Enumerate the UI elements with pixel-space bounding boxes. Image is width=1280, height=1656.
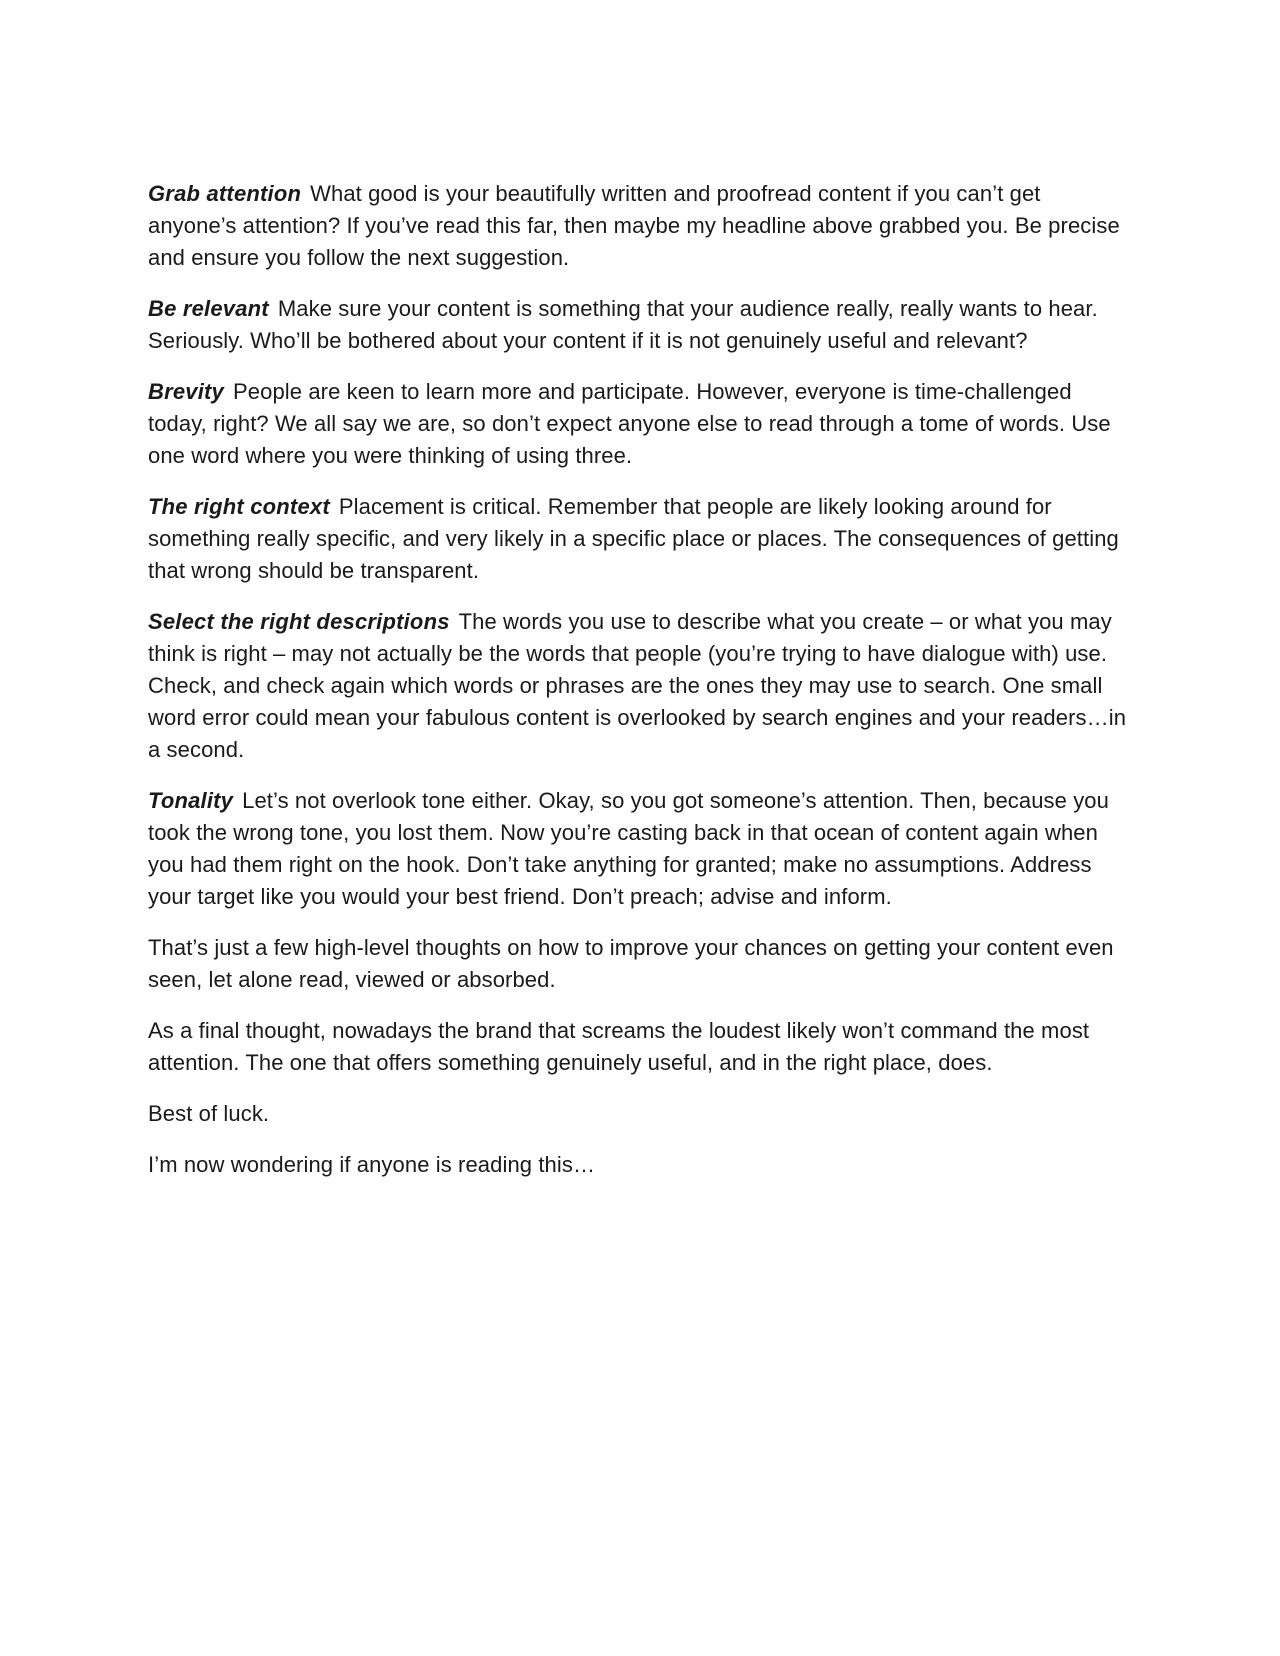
paragraph-lead-heading: Be relevant xyxy=(148,296,269,321)
paragraph xyxy=(148,178,1134,274)
paragraph-lead-heading: Brevity xyxy=(148,379,224,404)
paragraph xyxy=(148,785,1134,913)
paragraph xyxy=(148,376,1134,472)
paragraph-text: Make sure your content is something that your audience really, really wants to hear. Seriously. Who’ll be bothered about your content if it is not genuinely useful and relevant? xyxy=(148,296,1098,353)
paragraph xyxy=(148,932,1134,996)
paragraph-text: People are keen to learn more and participate. However, everyone is time-challenged today, right? We all say we are, so don’t expect anyone else to read through a tome of words. Use one word where you were thinking of using three. xyxy=(148,379,1111,468)
paragraph-text: Placement is critical. Remember that people are likely looking around for something really specific, and very likely in a specific place or places. The consequences of getting that wrong should be transparent. xyxy=(148,494,1119,583)
paragraph-text: That’s just a few high-level thoughts on how to improve your chances on getting your content even seen, let alone read, viewed or absorbed. xyxy=(148,935,1114,992)
paragraph xyxy=(148,1098,1134,1130)
paragraph-lead-heading: Grab attention xyxy=(148,181,302,206)
paragraph xyxy=(148,606,1134,766)
paragraph xyxy=(148,491,1134,587)
paragraph-lead-heading: Select the right descriptions xyxy=(148,609,450,634)
paragraph-text: I’m now wondering if anyone is reading this… xyxy=(148,1152,596,1177)
paragraph xyxy=(148,1015,1134,1079)
paragraph-lead-heading: Tonality xyxy=(148,788,234,813)
paragraph-text: Best of luck. xyxy=(148,1101,270,1126)
paragraph xyxy=(148,1149,1134,1181)
paragraph-lead-heading: The right context xyxy=(148,494,330,519)
paragraph-text: Let’s not overlook tone either. Okay, so you got someone’s attention. Then, because you took the wrong tone, you lost them. Now you’re casting back in that ocean of content again when you had them right on the hook. Don’t take anything for granted; make no assumptions. Address your target like you would your best friend. Don’t preach; advise and inform. xyxy=(148,788,1109,909)
paragraph-text: What good is your beautifully written and proofread content if you can’t get anyone’s attention? If you’ve read this far, then maybe my headline above grabbed you. Be precise and ensure you follow the next suggestion. xyxy=(148,181,1120,270)
paragraph-text: As a final thought, nowadays the brand that screams the loudest likely won’t command the most attention. The one that offers something genuinely useful, and in the right place, does. xyxy=(148,1018,1090,1075)
paragraph-text: The words you use to describe what you create – or what you may think is right – may not actually be the words that people (you’re trying to have dialogue with) use. Check, and check again which words or phrases are the ones they may use to search. One small word error could mean your fabulous content is overlooked by search engines and your readers…in a second. xyxy=(148,609,1127,762)
paragraph xyxy=(148,293,1134,357)
document-body xyxy=(148,178,1134,1181)
